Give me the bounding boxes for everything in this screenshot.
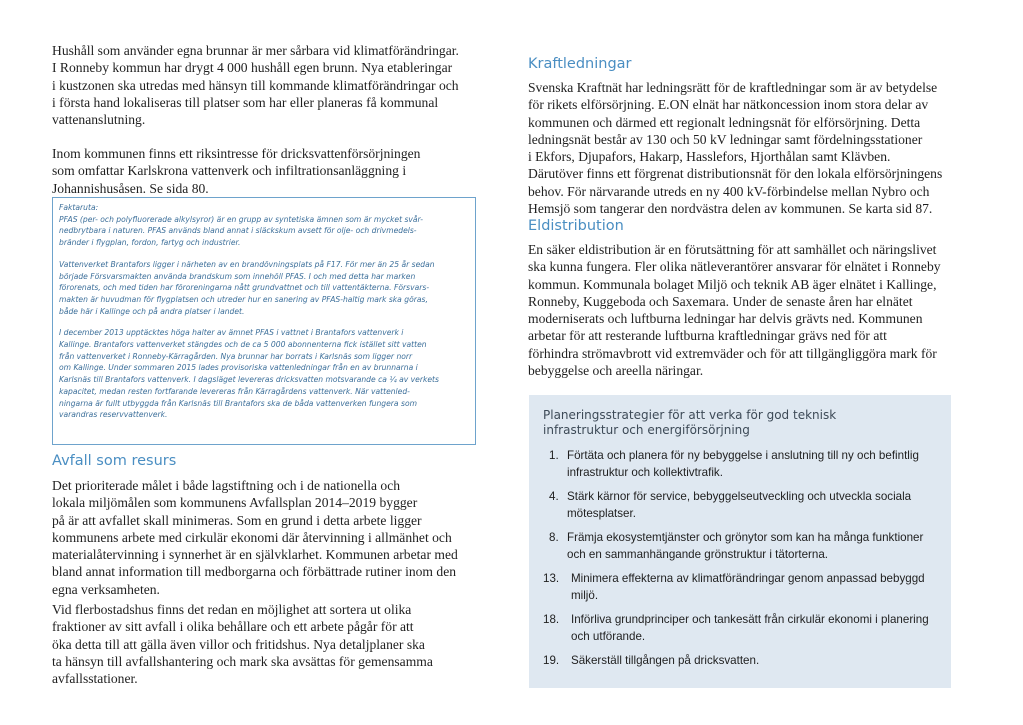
strategies-title: Planeringsstrategier för att verka för god teknisk infrastruktur och energiförsörjning [543, 408, 837, 437]
strategy-item [543, 570, 937, 604]
paragraph-power-lines: Svenska Kraftnät har ledningsrätt för de kraftledningar som är av betydelse för rikets elförsörjning. E.ON elnät har nätkoncession inom stora delar av kommunen och därmed ett regionalt ledningsnät för elförsörjning. Detta ledningsnät består av 130 och 50 kV ledningar samt fördelningsstationer i Ekfors, Djupafors, Hakarp, Hasslefors, Hjorthålan samt Klävben. Därutöver finns ett förgrenat distributionsnät för den lokala elförsörjningens behov. För närvarande utreds en ny 400 kV-förbindelse mellan Nybro och Hemsjö som tangerar den nordvästra delen av kommunen. Se karta sid 87. [528, 80, 943, 217]
strategy-text: Förtäta och planera för ny bebyggelse i anslutning till ny och befintlig infrastruktur och kollektivtrafik. [567, 449, 919, 479]
strategy-number: 18. [543, 613, 560, 626]
paragraph-waste-sorting: Vid flerbostadshus finns det redan en möjlighet att sortera ut olika fraktioner av sitt avfall i olika behållare och ett arbete pågår för att öka detta till att gälla även villor och fritidshus. Nya detaljplaner ska ta hänsyn till avfallshantering och mark ska avsättas för gemensamma avfallsstationer. [52, 602, 433, 687]
strategy-number: 1. [549, 449, 559, 462]
fact-box-paragraph: Vattenverket Brantafors ligger i närheten av en brandövningsplats på F17. För mer än 25 år sedan började Försvarsmakten använda brandskum som innehöll PFAS. I och med detta har marken förorenats, och med tiden har föroreningarna nått grundvattnet och till vattentäkterna. Försvars- makten är huvudman för flygplatsen och utreder hur en sanering av PFAS-haltig mark ska göras, både här i Kallinge och på andra platser i landet. [59, 259, 435, 316]
strategy-number: 13. [543, 572, 560, 585]
paragraph-national-interest: Inom kommunen finns ett riksintresse för dricksvattenförsörjningen som omfattar Karlskrona vattenverk och infiltrationsanläggning i Johannishusåsen. Se sida 80. [52, 146, 421, 196]
fact-box-title: Faktaruta: [59, 203, 99, 212]
paragraph-distribution: En säker eldistribution är en förutsättning för att samhället och näringslivet ska kunna fungera. Fler olika nätleverantörer ansvarar för elnätet i Ronneby kommun. Kommunala bolaget Miljö och teknik AB äger elnätet i Kallinge, Ronneby, Kuggeboda och Saxemara. Under de senaste åren har elnätet moderniserats och luftburna ledningar har delvis grävts ned. Kommunen arbetar för att resterande luftburna kraftledningar grävs ned för att förhindra strömavbrott vid extremväder och för att tillgängliggöra mark för bebyggelse och areella näringar. [528, 242, 941, 379]
paragraph-waste-goals: Det prioriterade målet i både lagstiftning och i de nationella och lokala miljömålen som kommunens Avfallsplan 2014–2019 bygger på är att avfallet skall minimeras. Som en grund i detta arbete ligger kommunens arbete med cirkulär ekonomi där återvinning i allmänhet och materialåtervinning i synnerhet är en självklarhet. Kommunen arbetar med bland annat information till medborgarna och förbättrade rutiner inom den egna verksamheten. [52, 478, 458, 597]
strategy-number: 19. [543, 654, 560, 667]
strategy-text: Stärk kärnor för service, bebyggelseutveckling och utveckla sociala mötesplatser. [567, 490, 912, 520]
heading-eldistribution: Eldistribution [528, 218, 624, 234]
paragraph-wells: Hushåll som använder egna brunnar är mer sårbara vid klimatförändringar. I Ronneby kommun har drygt 4 000 hushåll egen brunn. Nya etableringar i kustzonen ska utredas med hänsyn till kommande klimatförändringar och i första hand lokaliseras till platser som har eller planeras få kommunal vattenanslutning. [52, 43, 459, 128]
strategy-item [543, 488, 937, 522]
strategy-text: Främja ekosystemtjänster och grönytor som kan ha många funktioner och en sammanhängande grönstruktur i tätorterna. [567, 531, 924, 561]
strategy-text: Säkerställ tillgången på dricksvatten. [571, 654, 760, 667]
heading-kraftledningar: Kraftledningar [528, 56, 632, 72]
strategy-number: 4. [549, 490, 559, 503]
heading-avfall: Avfall som resurs [52, 453, 177, 469]
fact-box-paragraph: I december 2013 upptäcktes höga halter av ämnet PFAS i vattnet i Brantafors vattenverk i Kallinge. Brantafors vattenverket stängdes och de ca 5 000 abonnenterna fick istället sitt vatten från vattenverket i Ronneby-Kärragården. Nya brunnar har borrats i Karlsnäs som ligger norr om Kallinge. Under sommaren 2015 lades provisoriska vattenledningar från en av brunnarna i Karlsnäs till Brantafors vattenverk. I dagsläget levereras dricksvatten motsvarande ca ¼ av verkets kapacitet, medan resten fortfarande levereras från Kärragårdens vattenverk. När vattenled- ningarna är fullt utbyggda från Karlsnäs till Brantafors ska de båda vattenverken fungera som varandras reservvattenverk. [59, 328, 439, 420]
strategy-text: Minimera effekterna av klimatförändringar genom anpassad bebyggd miljö. [571, 572, 925, 602]
strategy-text: Införliva grundprinciper och tankesätt från cirkulär ekonomi i planering och utförande. [571, 613, 929, 643]
strategy-number: 8. [549, 531, 559, 544]
fact-box-paragraph: PFAS (per- och polyfluorerade alkylsyror) är en grupp av syntetiska ämnen som är mycket svår- nedbrytbara i naturen. PFAS används bland annat i släckskum avsett för olje- och drivmedels- bränder i flygplan, fordon, fartyg och industrier. [59, 214, 424, 248]
strategy-item [543, 529, 937, 563]
strategies-box [529, 395, 951, 688]
strategy-item [543, 447, 937, 481]
strategy-item [543, 652, 937, 669]
strategies-list [543, 447, 937, 669]
strategy-item [543, 611, 937, 645]
fact-box [52, 197, 476, 445]
